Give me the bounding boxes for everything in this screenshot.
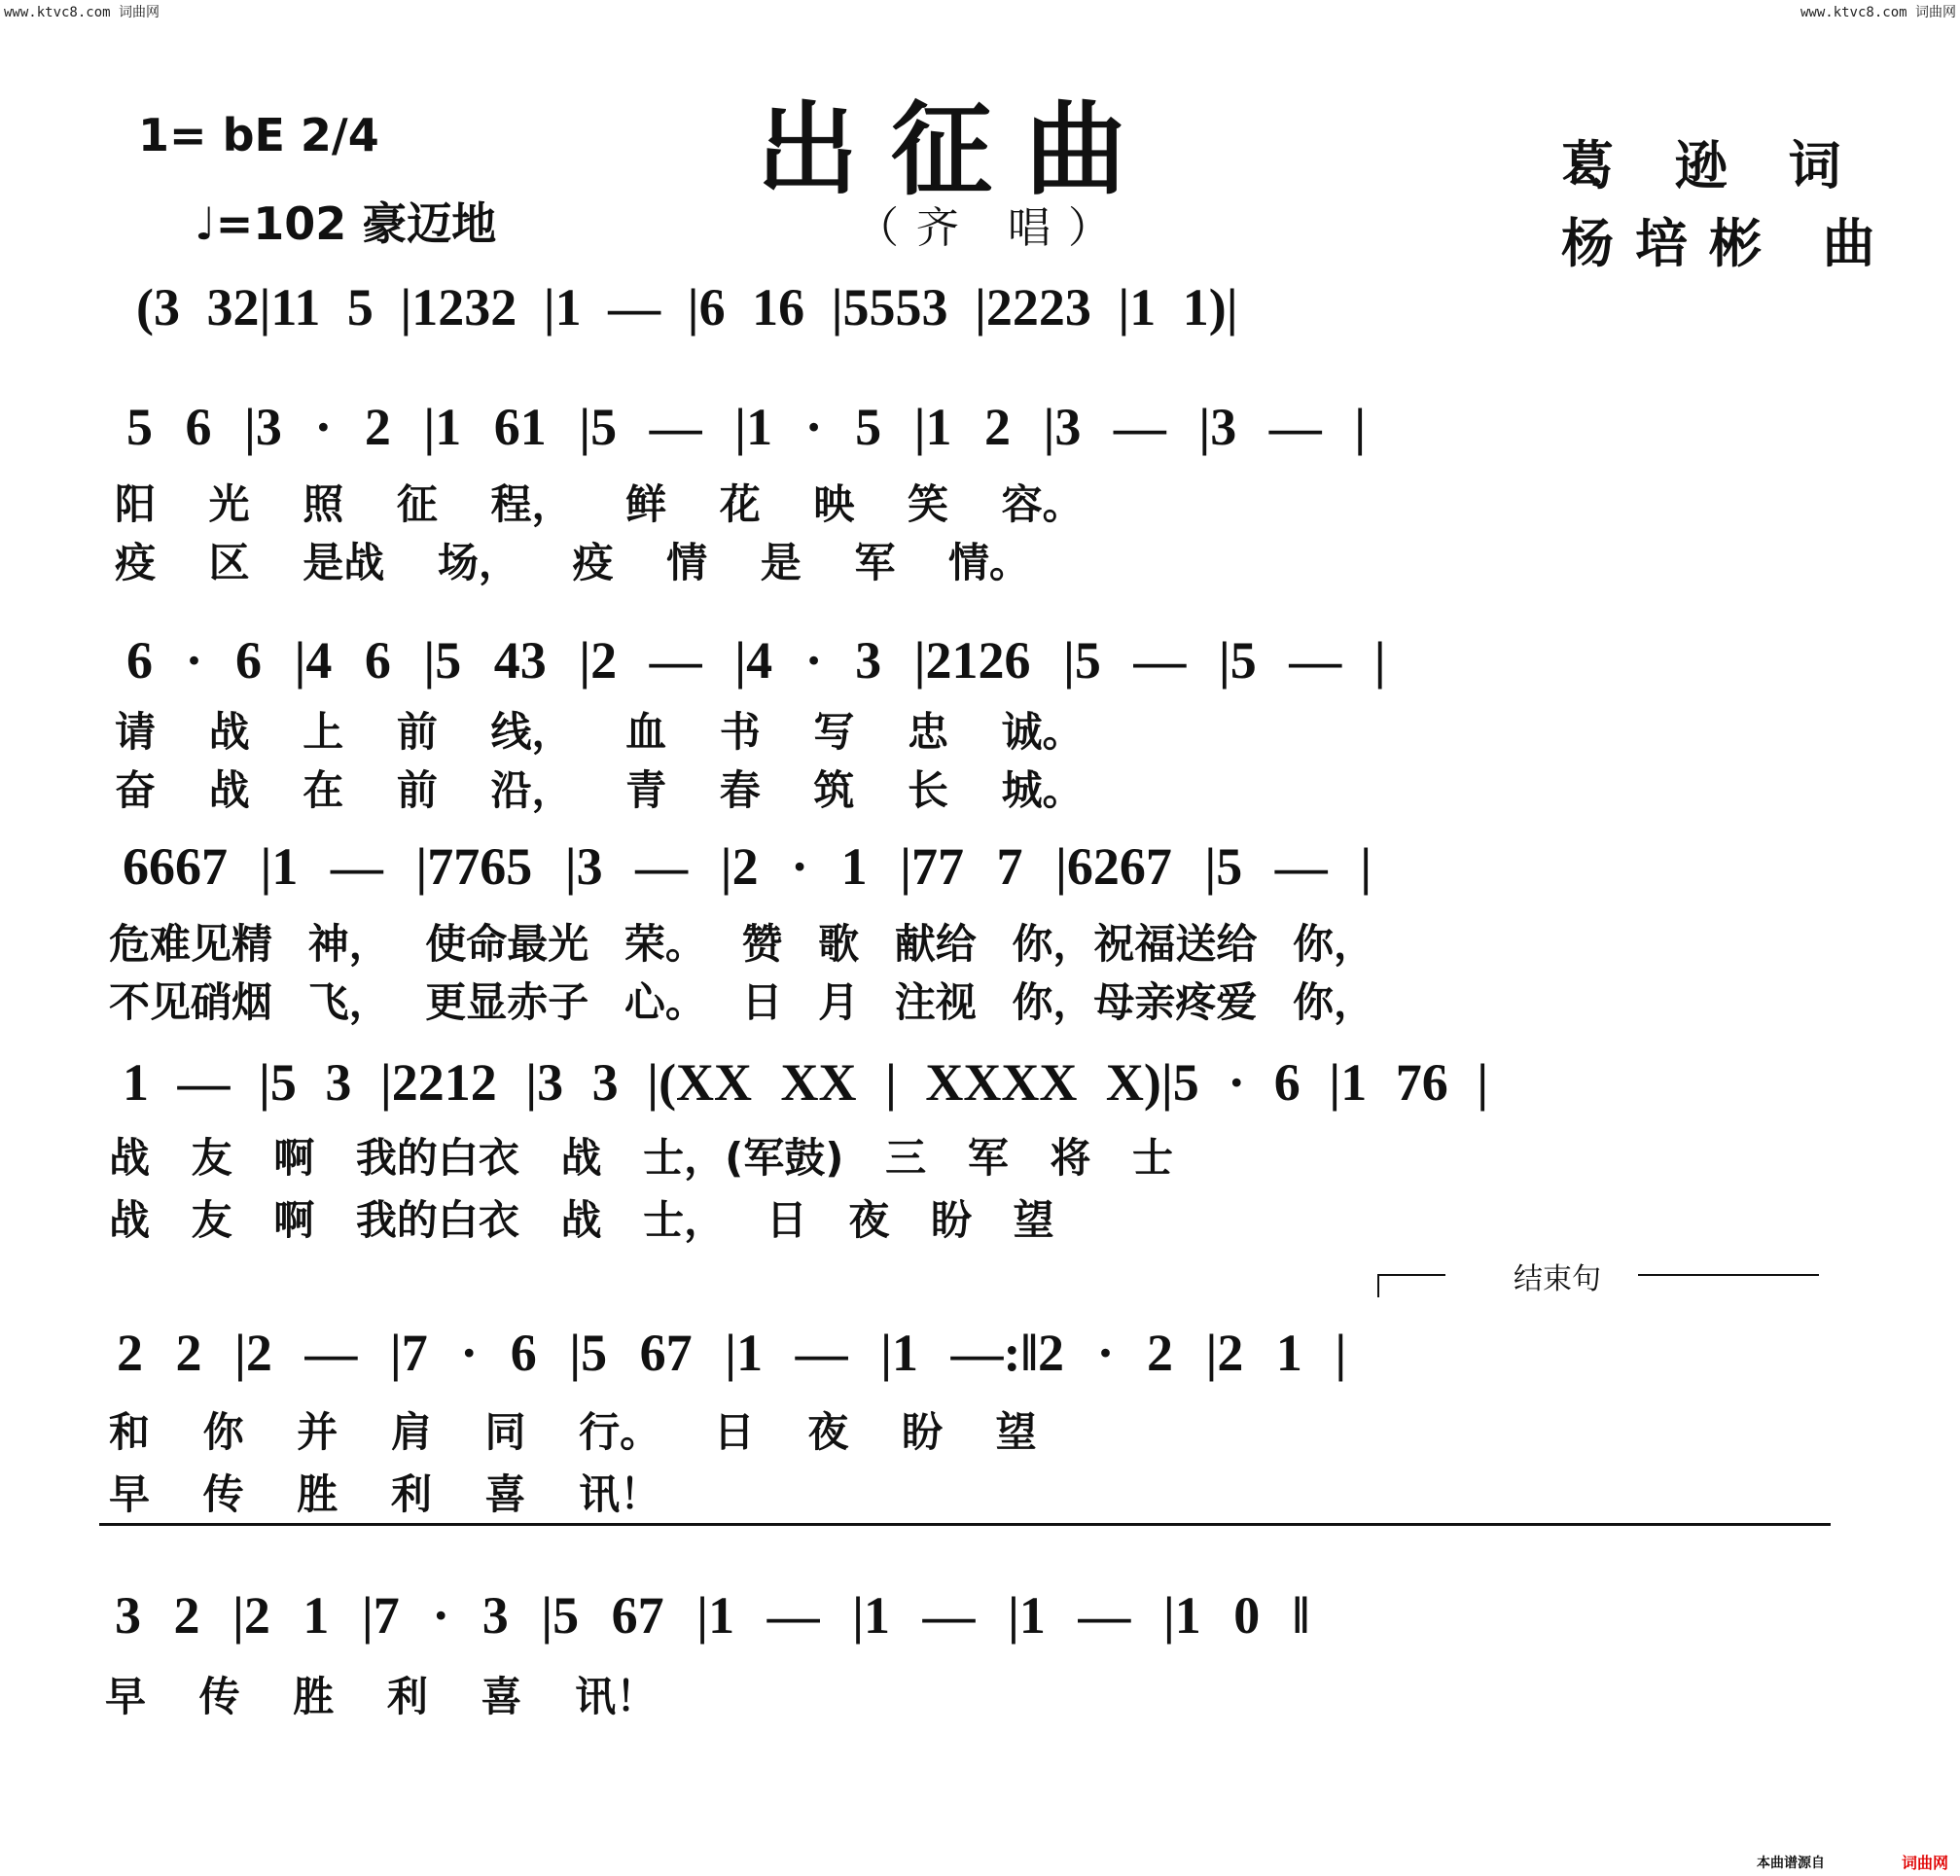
lyricist-credit: 葛 逊 词 <box>1561 135 1863 196</box>
lyric-row-4-verse-2: 战 友 啊 我的白衣 战 士， 日 夜 盼 望 <box>109 1196 1054 1244</box>
section-divider <box>99 1523 1831 1526</box>
song-title: 出征曲 <box>757 89 1160 209</box>
key-signature: 1= bE 2/4 <box>138 109 379 161</box>
lyric-row-1-verse-1: 阳 光 照 征 程， 鲜 花 映 笑 容。 <box>115 480 1084 528</box>
composer-credit: 杨培彬 曲 <box>1561 213 1897 274</box>
lyric-row-4-verse-1: 战 友 啊 我的白衣 战 士，(军鼓) 三 军 将 士 <box>109 1134 1173 1182</box>
notation-row-4: 1 — |5 3 |2212 |3 3 |(XX XX | XXXX X)|5 · 6 |1 76 | <box>123 1053 1489 1112</box>
lyric-row-3-verse-2: 不见硝烟 飞， 更显赤子 心。 日 月 注视 你，母亲疼爱 你， <box>109 978 1374 1026</box>
lyric-row-3-verse-1: 危难见精 神， 使命最光 荣。 赞 歌 献给 你，祝福送给 你， <box>109 920 1374 968</box>
watermark-right: www.ktvc8.com 词曲网 <box>1800 5 1956 20</box>
footer-source-label: 本曲谱源自 <box>1757 1856 1825 1871</box>
notation-row-5: 2 2 |2 — |7 · 6 |5 67 |1 — |1 —:‖2 · 2 |2 1 | <box>117 1324 1347 1382</box>
lyric-row-2-verse-1: 请 战 上 前 线， 血 书 写 忠 诚。 <box>115 708 1084 756</box>
ending-bracket-right <box>1638 1274 1819 1276</box>
lyric-row-2-verse-2: 奋 战 在 前 沿， 青 春 筑 长 城。 <box>115 766 1084 814</box>
watermark-left: www.ktvc8.com 词曲网 <box>4 5 160 20</box>
notation-row-3: 6667 |1 — |7765 |3 — |2 · 1 |77 7 |6267 |5 — | <box>123 837 1372 896</box>
tempo-marking: ♩=102 豪迈地 <box>195 197 497 250</box>
ending-bracket-hook <box>1377 1274 1379 1297</box>
notation-row-1: 5 6 |3 · 2 |1 61 |5 — |1 · 5 |1 2 |3 — |3 — | <box>126 398 1367 456</box>
ending-bracket-left <box>1377 1274 1445 1276</box>
lyric-row-5-verse-1: 和 你 并 肩 同 行。 日 夜 盼 望 <box>109 1408 1037 1456</box>
notation-row-2: 6 · 6 |4 6 |5 43 |2 — |4 · 3 |2126 |5 — |5 — | <box>126 631 1386 690</box>
notation-row-intro: (3 32|11 5 |1232 |1 — |6 16 |5553 |2223 |1 1)| <box>136 278 1238 336</box>
performance-note: （齐 唱） <box>856 203 1128 253</box>
notation-row-6: 3 2 |2 1 |7 · 3 |5 67 |1 — |1 — |1 — |1 0 ‖ <box>115 1586 1310 1645</box>
ending-label: 结束句 <box>1514 1262 1601 1296</box>
lyric-row-1-verse-2: 疫 区 是战 场， 疫 情 是 军 情。 <box>115 539 1030 586</box>
lyric-row-6-verse-1: 早 传 胜 利 喜 讯！ <box>105 1673 658 1720</box>
footer-site-link[interactable]: 词曲网 <box>1902 1854 1949 1872</box>
lyric-row-5-verse-2: 早 传 胜 利 喜 讯！ <box>109 1470 661 1518</box>
